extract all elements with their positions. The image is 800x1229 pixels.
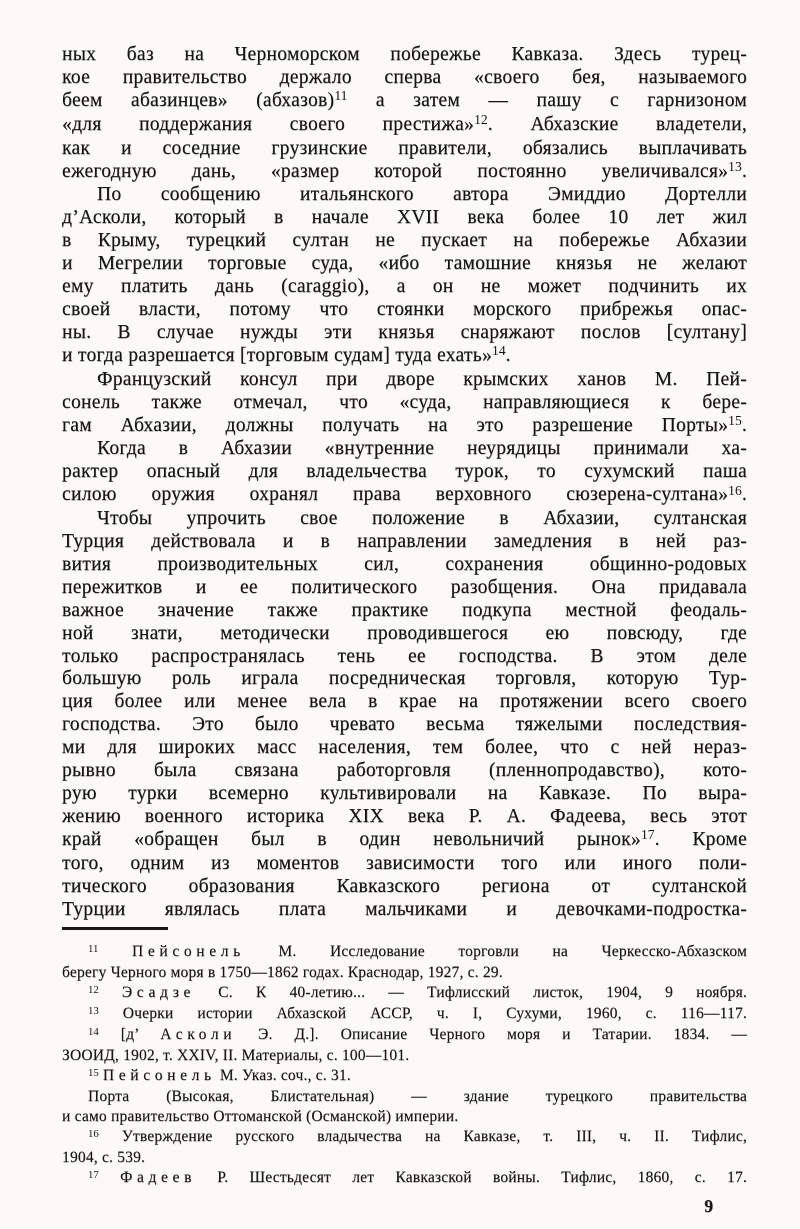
letterspaced-name: Фадеев [120, 1169, 197, 1187]
text-run: кое правительство держало сперва «своего бея, называемого [62, 66, 747, 88]
text-line [62, 1087, 747, 1107]
text-run: край «обращен был в один невольничий рынок» [62, 828, 641, 850]
text-run [98, 943, 132, 960]
text-line [62, 230, 747, 253]
footnote-ref: 14 [88, 1025, 99, 1038]
text-line [62, 531, 747, 554]
text-run: М. Указ. соч., с. 31. [215, 1067, 351, 1085]
text-run: Очерки истории Абхазской АССР, ч. I, Сухуми, 1960, с. 116—117. [98, 1005, 747, 1023]
text-line [62, 554, 747, 577]
text-run: М. Исследование торговли на Черкесско-Абхазском [244, 943, 748, 961]
text-run: Французский консул при дворе крымских ханов М. Пей- [97, 368, 747, 390]
text-run: Э. Д.]. Описание Черного моря и Татарии. 1834. — [236, 1026, 747, 1044]
page-content [62, 44, 747, 1216]
text-run: ция более или менее вела в крае на протяжении всего своего [62, 691, 747, 713]
text-run: . Абхазские владетели, [487, 113, 748, 135]
text-run: господства. Это было чревато весьма тяжелыми последствия- [62, 714, 747, 736]
text-line [62, 737, 747, 760]
text-line [62, 806, 747, 829]
text-run: силою оружия охранял права верховного сюзерена-султана» [62, 484, 729, 506]
text-run: По сообщению итальянского автора Эмиддио Дортелли [97, 184, 747, 206]
text-line [62, 1168, 747, 1189]
text-line [62, 577, 747, 600]
letterspaced-name: Пейсонель [132, 943, 245, 961]
footnote-ref: 16 [88, 1127, 99, 1140]
text-line [62, 44, 747, 67]
text-run: и само правительство Оттоманской (Османской) империи. [62, 1108, 459, 1126]
text-line [62, 899, 747, 922]
text-run: Турция действовала и в направлении замедления в ней раз- [62, 531, 747, 553]
text-line [62, 983, 747, 1004]
page-number: 9 [704, 1196, 713, 1217]
text-run: вития производительных сил, сохранения общинно-родовых [62, 553, 747, 575]
text-run: как и соседние грузинские правители, обязались выплачивать [62, 137, 747, 159]
text-run: Чтобы упрочить свое положение в Абхазии, султанская [97, 508, 747, 530]
text-run: своей власти, потому что стоянки морского прибрежья опас- [62, 298, 747, 320]
text-run: гам Абхазии, должны получать на это разрешение Порты» [62, 414, 729, 436]
text-line [62, 783, 747, 806]
text-line [62, 438, 747, 461]
text-run [99, 1169, 120, 1186]
footnote-ref: 15 [88, 1066, 99, 1079]
text-line [62, 322, 747, 345]
text-run: д’Асколи, который в начале XVII века более 10 лет жил [62, 207, 747, 229]
text-run: рую турки всемерно культивировали на Кавказе. По выра- [62, 783, 747, 804]
text-run: С. К 40-летию... — Тифлисский листок, 1904, 9 ноября. [195, 984, 748, 1002]
text-line [62, 1025, 747, 1046]
text-line [62, 114, 747, 138]
text-run: берегу Черного моря в 1750—1862 годах. Краснодар, 1927, с. 29. [62, 964, 503, 982]
text-line [62, 508, 747, 531]
footnote-ref: 17 [640, 827, 655, 843]
text-line [62, 623, 747, 646]
footnote-ref: 11 [88, 942, 99, 955]
text-run: важное значение также практике подкупа местной феодаль- [62, 599, 747, 621]
letterspaced-name: Асколи [160, 1026, 237, 1044]
letterspaced-name: Пейсонель [102, 1067, 216, 1085]
text-run: Порта (Высокая, Блистательная) — здание турецкого правительства [88, 1088, 747, 1106]
text-run: Р. Шестьдесят лет Кавказской войны. Тифлис, 1860, с. 17. [196, 1169, 748, 1187]
footnote-ref: 15 [728, 412, 742, 428]
text-run: Когда в Абхазии «внутренние неурядицы принимали ха- [97, 438, 747, 460]
text-run: ему платить дань (caraggio), а он не может подчинить их [62, 276, 747, 298]
text-line [62, 184, 747, 207]
text-run: . [741, 160, 747, 182]
text-run: 1904, с. 539. [62, 1149, 146, 1167]
text-run: рывно была связана работорговля (пленнопродавство), кото- [62, 760, 747, 782]
footnote-ref: 17 [88, 1168, 99, 1181]
text-line [62, 646, 747, 669]
text-run: жению военного историка XIX века Р. А. Фадеева, весь этот [62, 805, 747, 827]
paragraph [62, 184, 747, 368]
footnote-ref: 13 [728, 158, 742, 174]
text-line [62, 1004, 747, 1025]
text-line [62, 67, 747, 90]
text-line [62, 461, 747, 484]
text-run: того, одним из моментов зависимости того или иного поли- [62, 852, 747, 874]
text-run: [д’ [98, 1026, 161, 1044]
text-run: Турции являлась плата мальчиками и девочками-подростка- [62, 898, 747, 920]
text-run: . [741, 414, 747, 436]
text-line [62, 484, 747, 508]
text-run: в Крыму, турецкий султан не пускает на побережье Абхазии [62, 230, 747, 252]
paragraph [62, 44, 747, 184]
footnote-ref: 14 [492, 343, 506, 359]
text-run: только распространялась тень ее господства. В этом деле [62, 645, 747, 667]
text-run: . [741, 484, 747, 506]
text-run: . [505, 344, 511, 366]
text-line [62, 1148, 747, 1168]
text-run: а затем — пашу с гарнизоном [347, 89, 748, 111]
text-line [62, 876, 747, 899]
text-line [62, 942, 747, 963]
text-run: сонель также отмечал, что «суда, направляющиеся к бере- [62, 391, 747, 413]
text-run: ны. В случае нужды эти князья снаряжают послов [султану] [62, 321, 747, 343]
text-line [62, 299, 747, 322]
text-line [62, 369, 747, 392]
text-line [62, 138, 747, 161]
text-run: беем абазинцев» (абхазов) [62, 89, 335, 111]
text-run: большую роль играла посредническая торговля, которую Тур- [62, 668, 747, 690]
footnote-ref: 11 [334, 88, 348, 104]
text-line [62, 90, 747, 114]
text-line [62, 668, 747, 691]
text-run: . Кроме [654, 828, 747, 850]
paragraph [62, 438, 747, 508]
paragraph [62, 508, 747, 921]
text-run: ной знати, методически проводившегося ею повсюду, где [62, 622, 747, 644]
text-run: ных баз на Черноморском побережье Кавказа. Здесь турец- [62, 44, 747, 65]
text-line [62, 158, 747, 185]
text-line [62, 392, 747, 415]
text-run: пережитков и ее политического разобщения. Она придавала [62, 576, 747, 598]
footnote-separator [62, 927, 168, 930]
text-line [62, 691, 747, 714]
text-run: и Мегрелии торговые суда, «ибо тамошние князья не желают [62, 253, 747, 275]
text-run: ежегодную дань, «размер которой постоянно увеличивался» [62, 160, 729, 182]
text-line [62, 760, 747, 783]
text-line [62, 853, 747, 876]
footnote-ref: 12 [88, 983, 99, 996]
text-line [62, 1046, 747, 1066]
footnotes [62, 942, 747, 1189]
text-run: тического образования Кавказского региона от султанской [62, 875, 747, 897]
text-line [62, 1107, 747, 1127]
text-run: ЗООИД, 1902, т. XXIV, II. Материалы, с. 100—101. [62, 1047, 410, 1065]
text-run: и тогда разрешается [торговым судам] туда ехать» [62, 344, 492, 366]
text-line [62, 276, 747, 299]
text-run: Утверждение русского владычества на Кавказе, т. III, ч. II. Тифлис, [98, 1128, 747, 1146]
footnote-ref: 12 [474, 112, 488, 127]
letterspaced-name: Эсадзе [121, 984, 196, 1002]
text-line [62, 963, 747, 983]
paragraph [62, 369, 747, 439]
text-line [62, 600, 747, 623]
text-line [62, 207, 747, 230]
text-line [62, 829, 747, 853]
text-line [62, 714, 747, 737]
footnote-ref: 13 [88, 1004, 99, 1017]
footnote-ref: 16 [728, 482, 742, 498]
text-run: «для поддержания своего престижа» [62, 113, 475, 135]
text-line [62, 412, 747, 439]
text-line [62, 1066, 747, 1087]
text-run [99, 984, 122, 1001]
text-run: ми для широких масс населения, тем более, что с ней нераз- [62, 737, 747, 759]
text-line [62, 345, 747, 369]
text-line [62, 253, 747, 276]
text-run: рактер опасный для владельчества турок, то сухумский паша [62, 461, 747, 483]
page-text [62, 44, 747, 921]
text-line [62, 1127, 747, 1148]
